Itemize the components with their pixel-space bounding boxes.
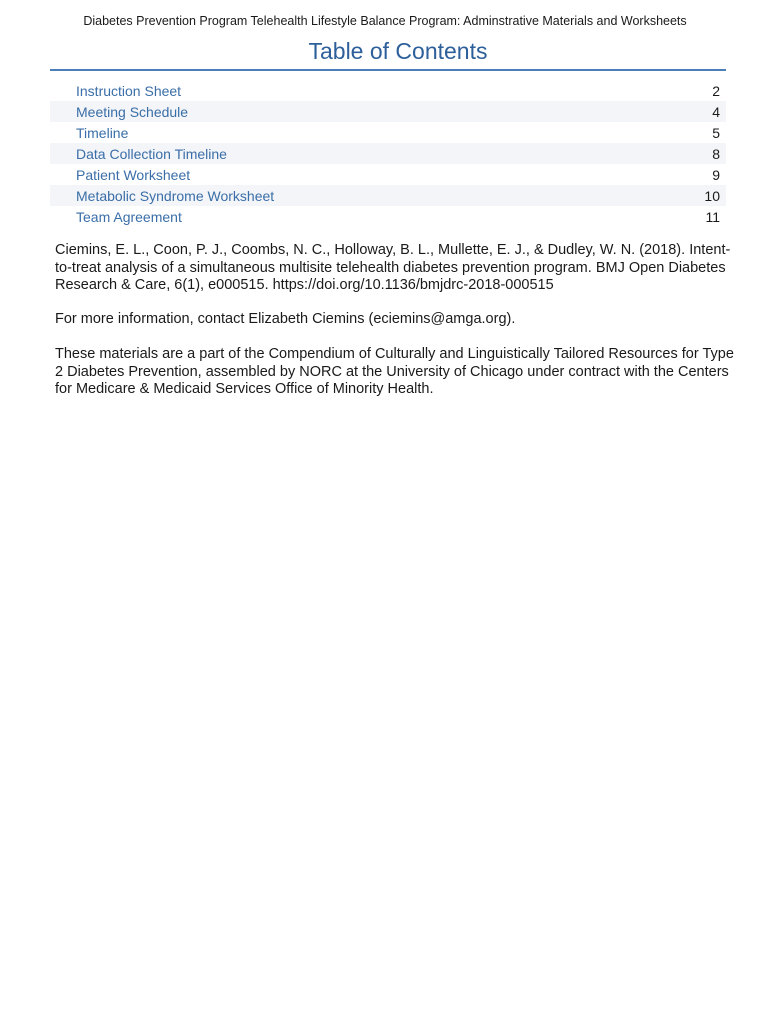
toc-entry-data-collection-timeline[interactable]: [50, 143, 726, 164]
toc-entry-page: 9: [712, 166, 720, 183]
toc-entry-label[interactable]: Data Collection Timeline: [76, 145, 227, 162]
title-divider: [50, 69, 726, 71]
toc-entry-page: 8: [712, 145, 720, 162]
toc-entry-page: 4: [712, 103, 720, 120]
toc-title: Table of Contents: [308, 38, 488, 64]
toc-entry-team-agreement[interactable]: [50, 206, 726, 227]
citation-paragraph: Ciemins, E. L., Coon, P. J., Coombs, N. C., Holloway, B. L., Mullette, E. J., & Dudley, W. N. (2018). Intent-to-treat analysis of a simultaneous multisite telehealth diabetes prevention program. BMJ Open Diabetes Research & Care, 6(1), e000515. https://doi.org/10.1136/bmjdrc-2018-000515: [55, 242, 731, 293]
running-header: Diabetes Prevention Program Telehealth Lifestyle Balance Program: Adminstrative Materials and Worksheets: [83, 14, 687, 28]
toc-entry-patient-worksheet[interactable]: [50, 164, 726, 185]
toc-entry-page: 10: [704, 187, 720, 204]
toc-entry-page: 5: [712, 124, 720, 141]
contact-paragraph: For more information, contact Elizabeth Ciemins (eciemins@amga.org).: [55, 311, 516, 327]
toc-entry-page: 11: [705, 208, 720, 225]
toc-entry-instruction-sheet[interactable]: [50, 80, 726, 101]
toc-entry-page: 2: [712, 82, 720, 99]
compendium-paragraph: These materials are a part of the Compendium of Culturally and Linguistically Tailored Resources for Type 2 Diabetes Prevention, assembled by NORC at the University of Chicago under contract with the Centers for Medicare & Medicaid Services Office of Minority Health.: [55, 346, 734, 397]
toc-entry-meeting-schedule[interactable]: [50, 101, 726, 122]
toc-entry-label[interactable]: Team Agreement: [76, 208, 182, 225]
toc-entry-timeline[interactable]: [50, 122, 726, 143]
toc-entry-label[interactable]: Metabolic Syndrome Worksheet: [76, 187, 275, 204]
toc-entry-label[interactable]: Meeting Schedule: [76, 103, 189, 120]
toc-entry-label[interactable]: Timeline: [76, 124, 129, 141]
toc-entry-metabolic-syndrome-worksheet[interactable]: [50, 185, 726, 206]
toc-entry-label[interactable]: Patient Worksheet: [76, 166, 191, 183]
toc-list: [50, 80, 726, 227]
toc-entry-label[interactable]: Instruction Sheet: [76, 82, 182, 99]
